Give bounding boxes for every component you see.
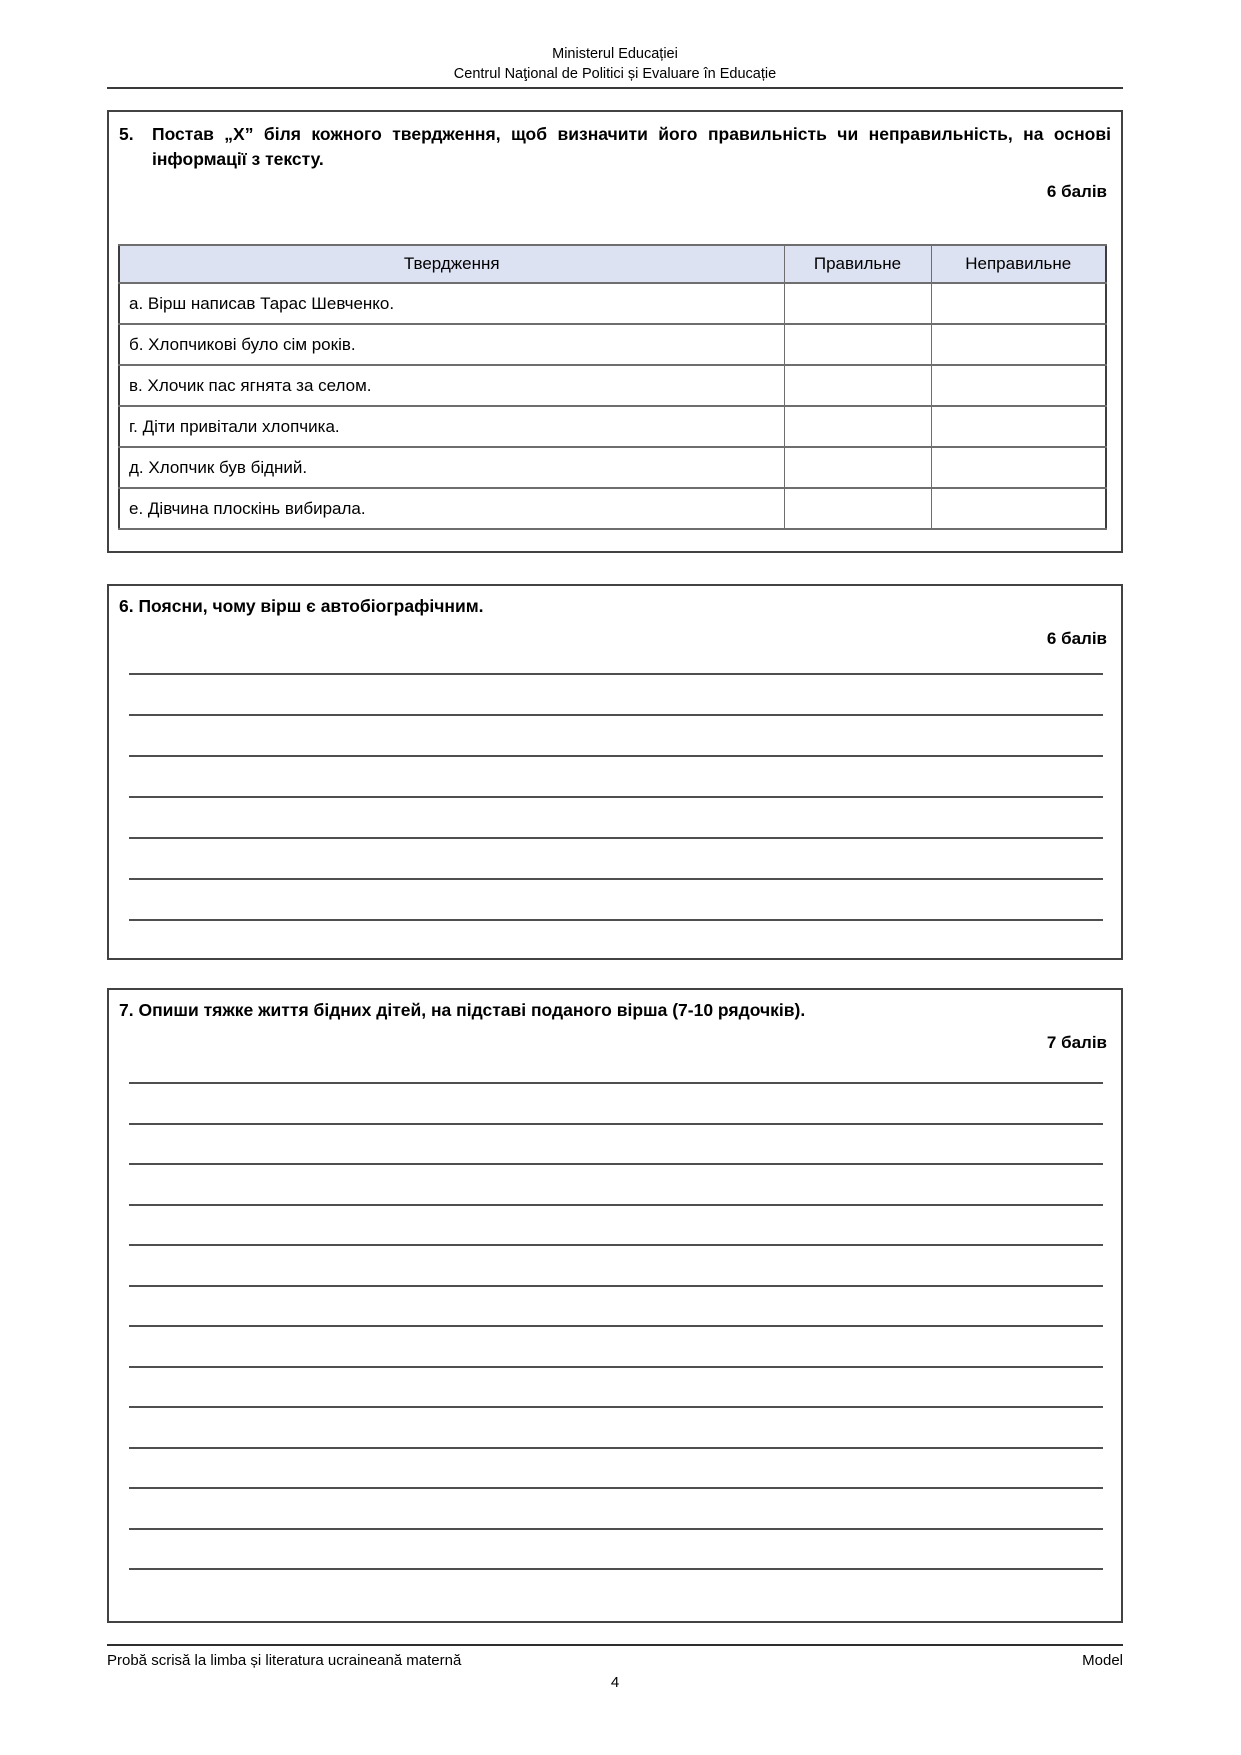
footer-exam-name: Probă scrisă la limba și literatura ucraineană maternă xyxy=(107,1652,462,1669)
table-header-row xyxy=(119,245,1106,283)
answer-line xyxy=(129,1530,1103,1571)
question-6-points: 6 балів xyxy=(1046,629,1107,648)
answer-line xyxy=(129,586,1103,675)
question-6-title: 6. Поясни, чому вірш є автобіографічним. xyxy=(119,596,484,616)
answer-line xyxy=(129,1327,1103,1368)
question-6-answer-area xyxy=(129,586,1103,921)
answer-line xyxy=(129,990,1103,1084)
question-6-box xyxy=(107,584,1123,960)
table-row xyxy=(119,447,1106,488)
col-header-statement: Твердження xyxy=(119,245,784,283)
answer-cell-incorrect xyxy=(931,447,1106,488)
footer-variant-label: Model xyxy=(1082,1652,1123,1669)
header-ministry-line: Ministerul Educației xyxy=(552,46,678,62)
answer-line xyxy=(129,1489,1103,1530)
answer-cell-incorrect xyxy=(931,406,1106,447)
statement-cell: б. Хлопчикові було сім років. xyxy=(119,324,784,365)
question-7-points: 7 балів xyxy=(1046,1033,1107,1052)
statement-cell: а. Вірш написав Тарас Шевченко. xyxy=(119,283,784,324)
answer-cell-correct xyxy=(784,365,931,406)
table-row xyxy=(119,365,1106,406)
question-5-text xyxy=(119,122,1111,172)
question-7-title: 7. Опиши тяжке життя бідних дітей, на підставі поданого вірша (7-10 рядочків). xyxy=(119,1000,806,1020)
question-7-box xyxy=(107,988,1123,1623)
answer-cell-correct xyxy=(784,447,931,488)
footer-divider xyxy=(107,1644,1123,1646)
answer-line xyxy=(129,1287,1103,1328)
answer-line xyxy=(129,1408,1103,1449)
answer-cell-correct xyxy=(784,488,931,529)
answer-cell-incorrect xyxy=(931,365,1106,406)
answer-line xyxy=(129,1449,1103,1490)
answer-line xyxy=(129,757,1103,798)
question-5-body: Постав „Х” біля кожного твердження, щоб визначити його правильність чи неправильність, на основі інформації з тексту. xyxy=(152,124,1111,169)
answer-line xyxy=(129,1165,1103,1206)
answer-cell-correct xyxy=(784,324,931,365)
statements-table xyxy=(118,244,1107,530)
document-footer xyxy=(107,1650,1123,1671)
answer-line xyxy=(129,1206,1103,1247)
answer-cell-correct xyxy=(784,406,931,447)
answer-line xyxy=(129,1125,1103,1166)
statement-cell: в. Хлочик пас ягнята за селом. xyxy=(119,365,784,406)
document-header xyxy=(107,44,1123,84)
header-divider xyxy=(107,87,1123,89)
col-header-correct: Правильне xyxy=(784,245,931,283)
statement-cell: е. Дівчина плоскінь вибирала. xyxy=(119,488,784,529)
table-row xyxy=(119,406,1106,447)
col-header-incorrect: Неправильне xyxy=(931,245,1106,283)
answer-line xyxy=(129,716,1103,757)
statement-cell: г. Діти привітали хлопчика. xyxy=(119,406,784,447)
answer-cell-incorrect xyxy=(931,283,1106,324)
statement-cell: д. Хлопчик був бідний. xyxy=(119,447,784,488)
table-row xyxy=(119,488,1106,529)
header-center-line: Centrul Naţional de Politici și Evaluare în Educație xyxy=(453,66,777,82)
page-number: 4 xyxy=(610,1674,620,1691)
answer-line xyxy=(129,798,1103,839)
table-row xyxy=(119,283,1106,324)
question-5-box xyxy=(107,110,1123,553)
answer-line xyxy=(129,675,1103,716)
answer-line xyxy=(129,1368,1103,1409)
answer-line xyxy=(129,880,1103,921)
answer-line xyxy=(129,1246,1103,1287)
answer-cell-correct xyxy=(784,283,931,324)
question-7-answer-area xyxy=(129,990,1103,1570)
answer-line xyxy=(129,1084,1103,1125)
answer-cell-incorrect xyxy=(931,488,1106,529)
question-5-number: 5. xyxy=(119,124,134,144)
question-5-points: 6 балів xyxy=(1046,182,1107,201)
answer-cell-incorrect xyxy=(931,324,1106,365)
table-row xyxy=(119,324,1106,365)
answer-line xyxy=(129,839,1103,880)
